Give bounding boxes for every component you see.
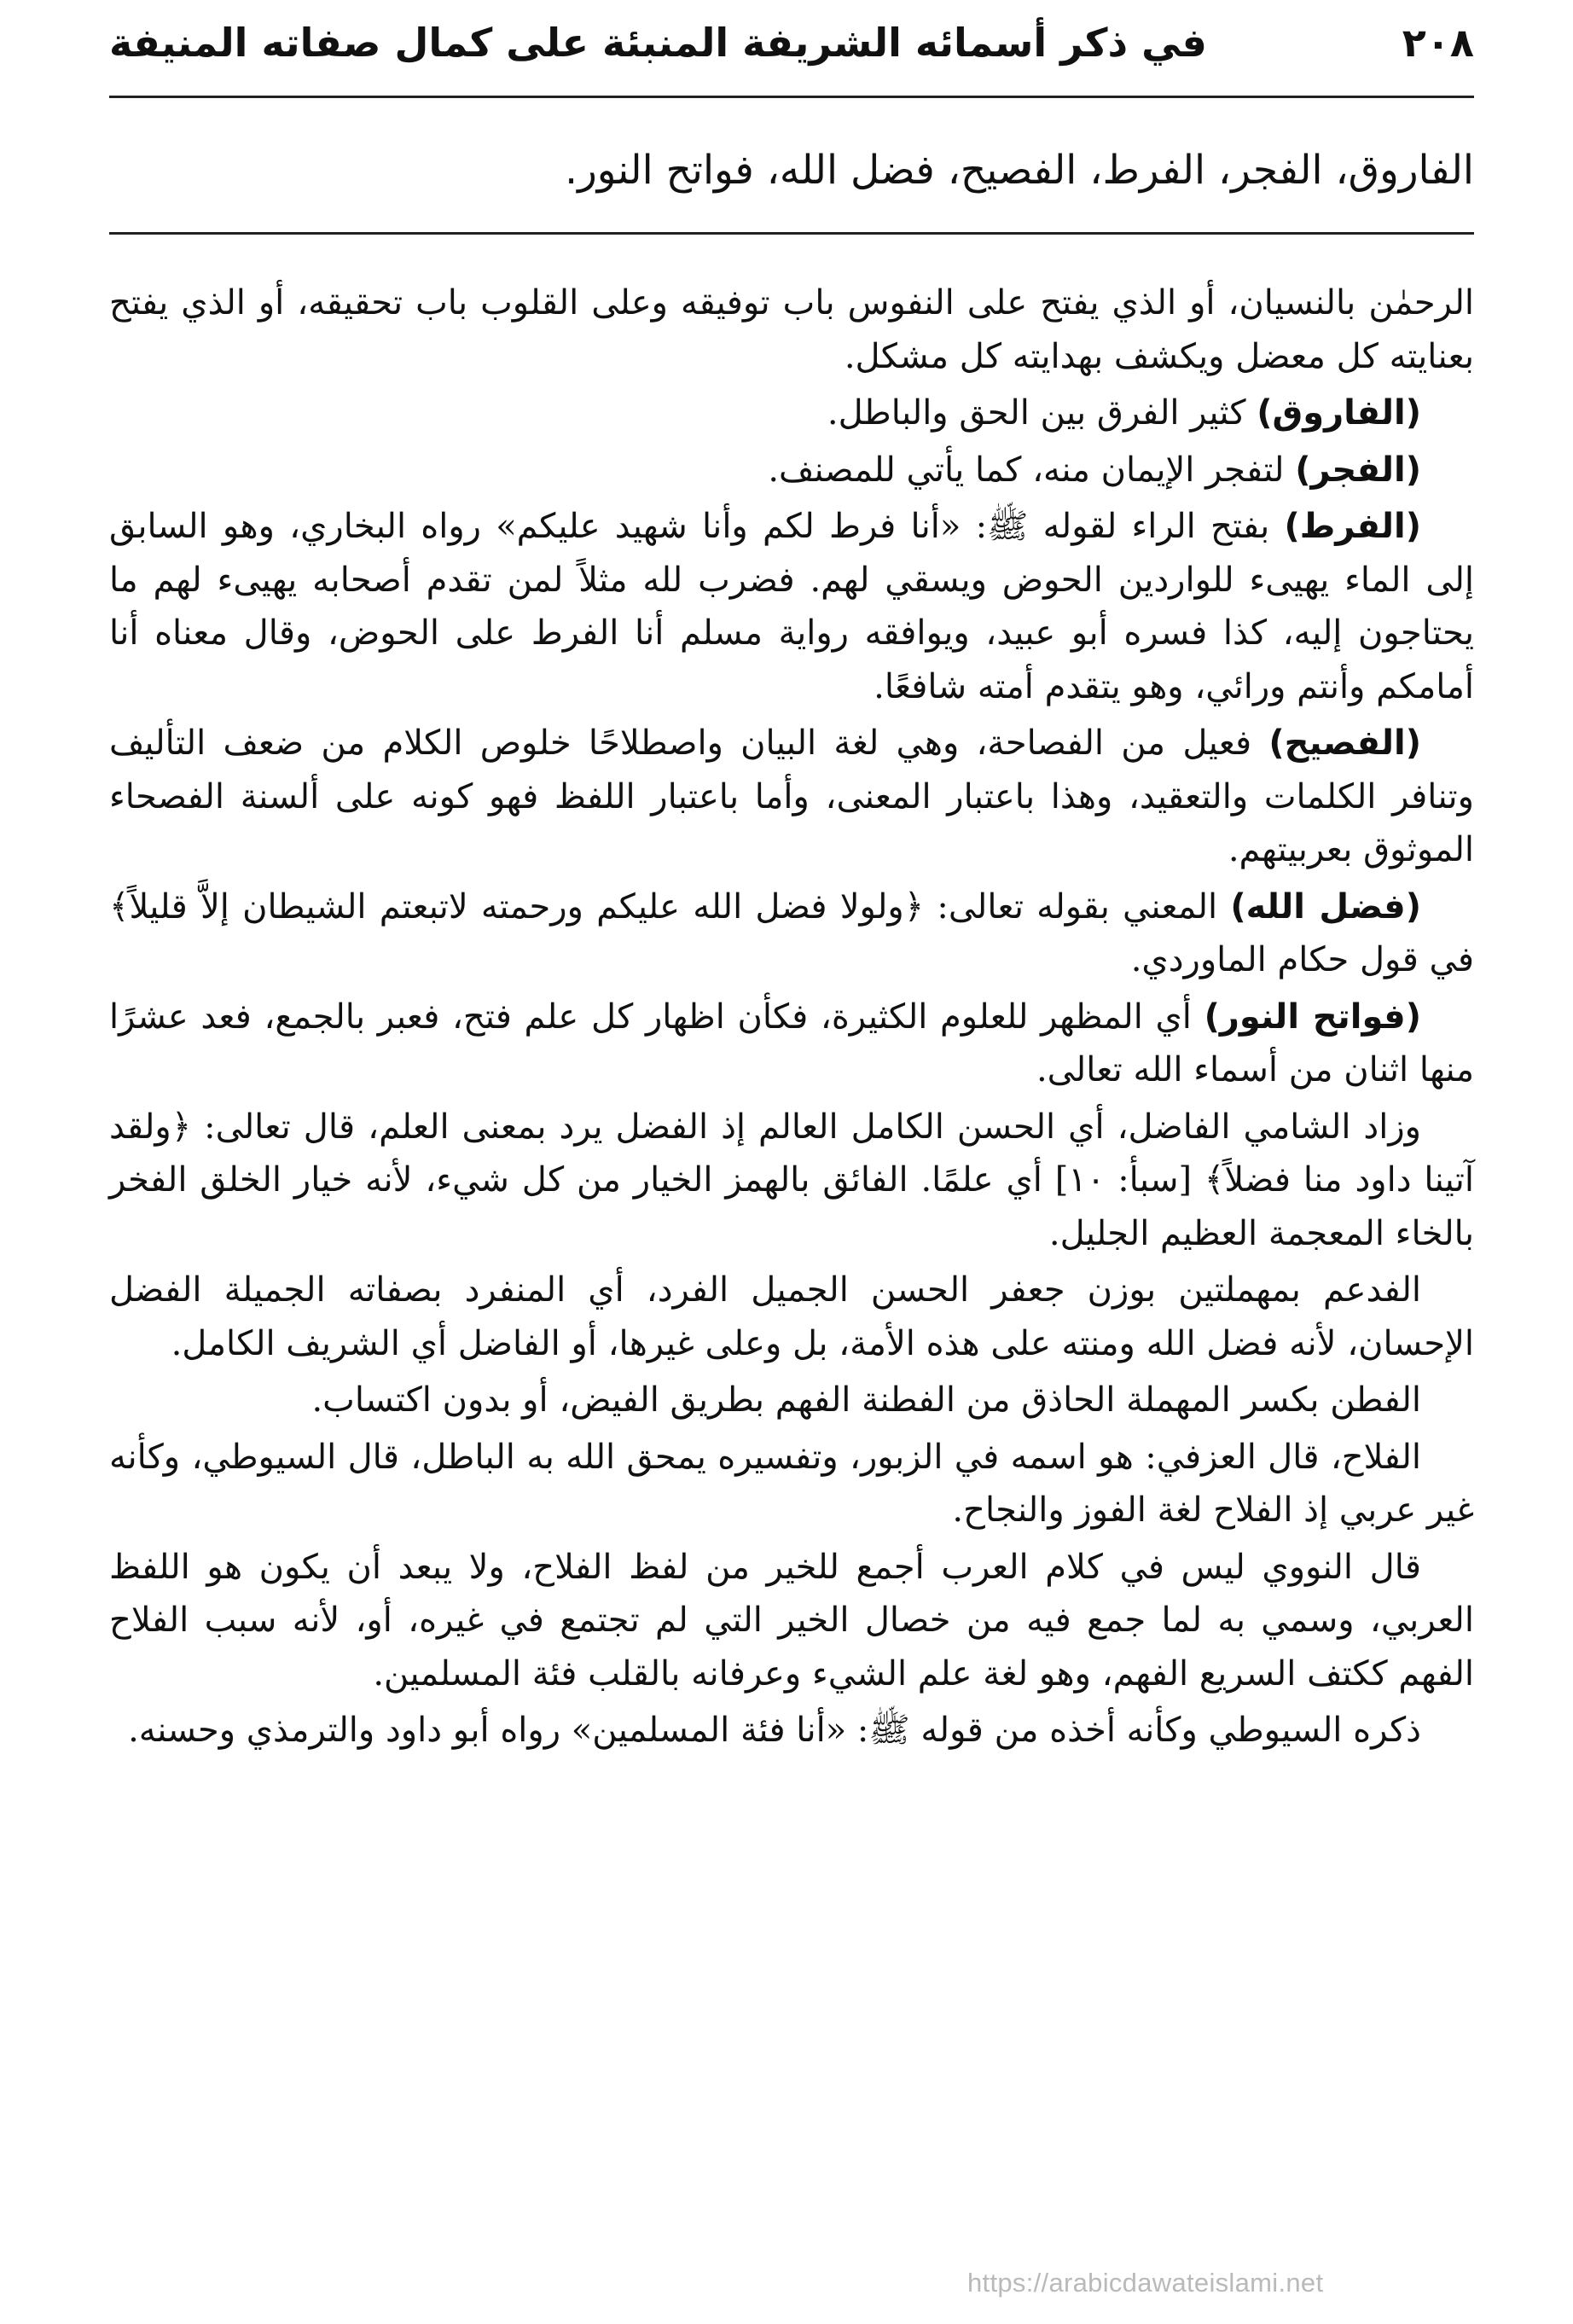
entry-al-faruq [109, 386, 1474, 440]
paragraph-8 [109, 1101, 1474, 1261]
entry-text: فعيل من الفصاحة، وهي لغة البيان واصطلاحًا خلوص الكلام من ضعف التأليف وتنافر الكلمات والتعقيد، وهذا باعتبار المعنى، وأما باعتبار اللفظ فهو كونه على ألسنة الفصحاء الموثوق بعربيتهم. [109, 723, 1474, 869]
entry-text: كثير الفرق بين الحق والباطل. [827, 393, 1257, 433]
entry-al-farat [109, 500, 1474, 713]
entry-term: (الفصيح) [1268, 723, 1421, 763]
paragraph-12 [109, 1541, 1474, 1701]
paragraph-9 [109, 1264, 1474, 1370]
paragraph-text: ذكره السيوطي وكأنه أخذه من قوله ﷺ: «أنا فئة المسلمين» رواه أبو داود والترمذي وحسنه. [128, 1711, 1421, 1750]
paragraph-text: الفطن بكسر المهملة الحاذق من الفطنة الفهم بطريق الفيض، أو بدون اكتساب. [311, 1380, 1421, 1420]
paragraph-13 [109, 1704, 1474, 1758]
entry-fadl-allah [109, 880, 1474, 987]
entry-text: لتفجر الإيمان منه، كما يأتي للمصنف. [768, 450, 1296, 490]
paragraph-text: الفدعم بمهملتين بوزن جعفر الحسن الجميل الفرد، أي المنفرد بصفاته الجميلة الفضل الإحسان، لأنه فضل الله ومنته على هذه الأمة، بل وعلى غيرها، أو الفاضل أي الشريف الكامل. [109, 1270, 1474, 1363]
page-number: ٢٠٨ [1402, 20, 1474, 66]
paragraph-text: الرحمٰن بالنسيان، أو الذي يفتح على النفوس باب توفيقه وعلى القلوب باب تحقيقه، أو الذي يفتح بعنايته كل معضل ويكشف بهدايته كل مشكل. [109, 283, 1474, 376]
running-header [109, 0, 1474, 85]
entry-text: أي المظهر للعلوم الكثيرة، فكأن اظهار كل علم فتح، فعبر بالجمع، فعد عشرًا منها اثنان من أسماء الله تعالى. [109, 996, 1474, 1089]
paragraph-11 [109, 1431, 1474, 1537]
entry-term: (الفاروق) [1257, 393, 1421, 433]
entry-term: (فواتح النور) [1204, 996, 1421, 1037]
entry-al-fasih [109, 717, 1474, 877]
entry-text: المعني بقوله تعالى: ﴿ولولا فضل الله عليكم ورحمته لاتبعتم الشيطان إلاَّ قليلاً﴾ في قول حكام الماوردي. [109, 886, 1474, 979]
paragraph-text: الفلاح، قال العزفي: هو اسمه في الزبور، وتفسيره يمحق الله به الباطل، قال السيوطي، وكأنه غير عربي إذ الفلاح لغة الفوز والنجاح. [109, 1437, 1474, 1530]
entry-term: (فضل الله) [1230, 886, 1421, 927]
paragraph-1 [109, 276, 1474, 383]
watermark-url: https://arabicdawateislami.net [967, 2268, 1324, 2298]
running-title: في ذكر أسمائه الشريفة المنبئة على كمال صفاته المنيفة [109, 20, 1207, 66]
names-summary-line: الفاروق، الفجر، الفرط، الفصيح، فضل الله، فواتح النور. [565, 147, 1474, 194]
paragraph-10 [109, 1374, 1474, 1427]
names-divider [109, 232, 1474, 235]
paragraph-text: قال النووي ليس في كلام العرب أجمع للخير من لفظ الفلاح، ولا يبعد أن يكون هو اللفظ العربي، وسمي به لما جمع فيه من خصال الخير التي لم تجتمع في غيره، أو، لأنه سبب الفلاح الفهم ككتف السريع الفهم، وهو لغة علم الشيء وعرفانه بالقلب فئة المسلمين. [109, 1547, 1474, 1694]
paragraph-text: وزاد الشامي الفاضل، أي الحسن الكامل العالم إذ الفضل يرد بمعنى العلم، قال تعالى: ﴿ولقد آتينا داود منا فضلاً﴾ [سبأ: ١٠] أي علمًا. الفائق بالهمز الخيار من كل شيء، لأنه خيار الخلق الفخر بالخاء المعجمة العظيم الجليل. [109, 1107, 1474, 1253]
entry-text: بفتح الراء لقوله ﷺ: «أنا فرط لكم وأنا شهيد عليكم» رواه البخاري، وهو السابق إلى الماء يهيىء للواردين الحوض ويسقي لهم. فضرب لله مثلاً لمن تقدم أصحابه يهيىء لهم ما يحتاجون إليه، كذا فسره أبو عبيد، ويوافقه رواية مسلم أنا الفرط على الحوض، وقال معناه أنا أمامكم وأنتم ورائي، وهو يتقدم أمته شافعًا. [109, 507, 1475, 706]
entry-al-fajr [109, 444, 1474, 497]
entry-term: (الفجر) [1295, 450, 1421, 490]
header-divider [109, 96, 1474, 98]
entry-term: (الفرط) [1284, 507, 1421, 546]
body-text [109, 276, 1474, 1761]
entry-fawatih-al-nur [109, 991, 1474, 1097]
